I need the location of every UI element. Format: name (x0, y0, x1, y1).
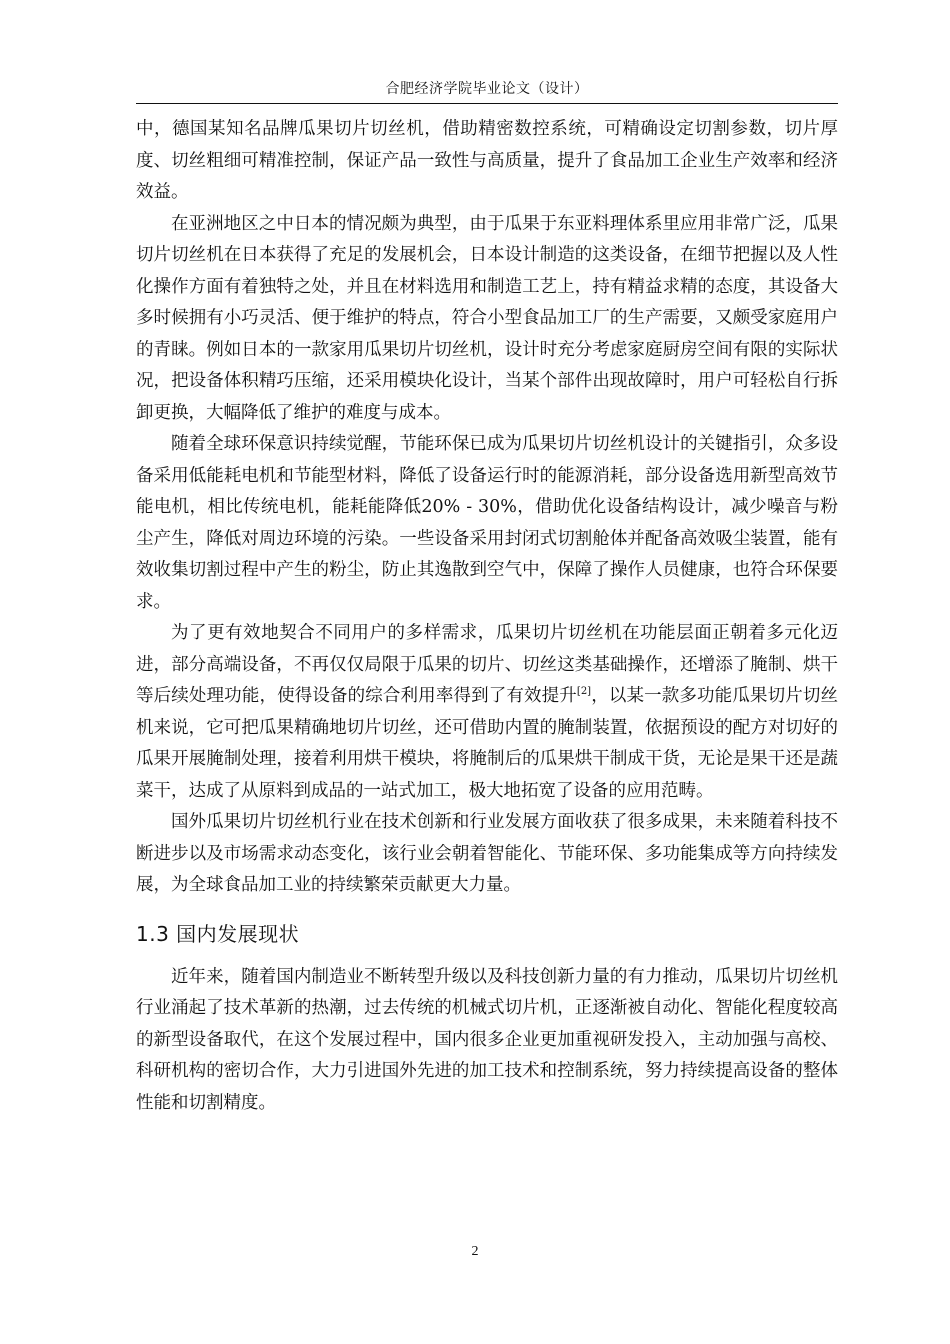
section-heading: 1.3 国内发展现状 (136, 921, 300, 946)
paragraph: 在亚洲地区之中日本的情况颇为典型，由于瓜果于东亚料理体系里应用非常广泛，瓜果切片切丝机在日本获得了充足的发展机会，日本设计制造的这类设备，在细节把握以及人性化操作方面有着独特之处，并且在材料选用和制造工艺上，持有精益求精的态度，其设备大多时候拥有小巧灵活、便于维护的特点，符合小型食品加工厂的生产需要，又颇受家庭用户的青睐。例如日本的一款家用瓜果切片切丝机，设计时充分考虑家庭厨房空间有限的实际状况，把设备体积精巧压缩，还采用模块化设计，当某个部件出现故障时，用户可轻松自行拆卸更换，大幅降低了维护的难度与成本。 (136, 213, 838, 423)
running-header: 合肥经济学院毕业论文（设计） (385, 81, 589, 97)
paragraph-text: 为了更有效地契合不同用户的多样需求，瓜果切片切丝机在功能层面正朝着多元化迈进，部分高端设备，不再仅仅局限于瓜果的切片、切丝这类基础操作，还增添了腌制、烘干等后续处理功能，使得设备的综合利用率得到了有效提升 (136, 623, 838, 706)
paragraph-with-citation (136, 618, 838, 807)
page-number: 2 (471, 1244, 479, 1259)
paragraph-text: ，以某一款多功能瓜果切片切丝机来说，它可把瓜果精确地切片切丝，还可借助内置的腌制装置，依据预设的配方对切好的瓜果开展腌制处理，接着利用烘干模块，将腌制后的瓜果烘干制成干货，无论是果干还是蔬菜干，达成了从原料到成品的一站式加工，极大地拓宽了设备的应用范畴。 (136, 686, 839, 801)
paragraph: 随着全球环保意识持续觉醒，节能环保已成为瓜果切片切丝机设计的关键指引，众多设备采用低能耗电机和节能型材料，降低了设备运行时的能源消耗，部分设备选用新型高效节能电机，相比传统电机，能耗能降低20% - 30%，借助优化设备结构设计，减少噪音与粉尘产生，降低对周边环境的污染。一些设备采用封闭式切割舱体并配备高效吸尘装置，能有效收集切割过程中产生的粉尘，防止其逸散到空气中，保障了操作人员健康，也符合环保要求。 (136, 434, 838, 612)
paragraph: 近年来，随着国内制造业不断转型升级以及科技创新力量的有力推动，瓜果切片切丝机行业涌起了技术革新的热潮，过去传统的机械式切片机，正逐渐被自动化、智能化程度较高的新型设备取代，在这个发展过程中，国内很多企业更加重视研发投入，主动加强与高校、科研机构的密切合作，大力引进国外先进的加工技术和控制系统，努力持续提高设备的整体性能和切割精度。 (136, 966, 838, 1113)
header-rule (136, 103, 838, 104)
body-text (136, 114, 838, 1119)
citation-marker[interactable]: [2] (576, 686, 592, 698)
paragraph: 中，德国某知名品牌瓜果切片切丝机，借助精密数控系统，可精确设定切割参数，切片厚度、切丝粗细可精准控制，保证产品一致性与高质量，提升了食品加工企业生产效率和经济效益。 (136, 119, 838, 202)
paragraph: 国外瓜果切片切丝机行业在技术创新和行业发展方面收获了很多成果，未来随着科技不断进步以及市场需求动态变化，该行业会朝着智能化、节能环保、多功能集成等方向持续发展，为全球食品加工业的持续繁荣贡献更大力量。 (136, 812, 838, 895)
